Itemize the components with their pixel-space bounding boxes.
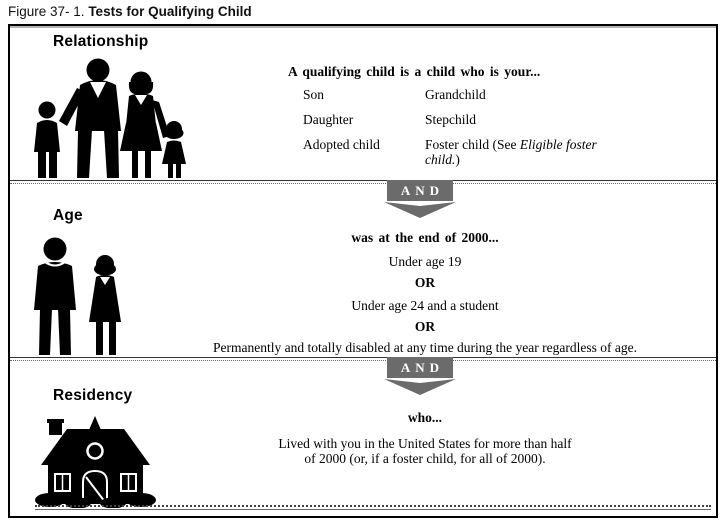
figure-title: [8, 4, 252, 19]
list-item: Adopted child: [303, 137, 380, 152]
and-connector: [384, 180, 456, 218]
age-option: Under age 19: [388, 254, 462, 269]
relationship-heading: Relationship: [53, 33, 149, 50]
relationship-list: [303, 87, 630, 167]
down-arrow-icon: [384, 202, 456, 218]
list-item: Stepchild: [425, 112, 476, 127]
and-label: AND: [387, 357, 453, 378]
foster-reference-italic: Eligible foster child.: [425, 137, 597, 167]
age-option: Under age 24 and a student: [351, 298, 499, 313]
ground-line: [35, 505, 711, 510]
list-item: Son: [303, 87, 325, 102]
section-divider: [10, 180, 716, 184]
or-separator: OR: [414, 319, 436, 334]
figure-box: [8, 24, 718, 518]
age-tests: [140, 230, 710, 360]
list-item: Daughter: [303, 112, 354, 127]
down-arrow-icon: [384, 379, 456, 395]
figure-title-text: Tests for Qualifying Child: [88, 4, 252, 19]
and-label: AND: [387, 180, 453, 201]
residency-rule-line2: of 2000 (or, if a foster child, for all of 2000).: [304, 451, 546, 466]
children-icon: [28, 232, 133, 357]
figure-label: Figure 37- 1.: [8, 4, 85, 19]
and-connector: [384, 357, 456, 395]
age-option: Permanently and totally disabled at any time during the year regardless of age.: [213, 340, 637, 355]
section-divider: [10, 357, 716, 361]
residency-intro: who...: [407, 410, 443, 425]
residency-heading: Residency: [53, 387, 133, 404]
relationship-intro: A qualifying child is a child who is your...: [288, 64, 541, 79]
age-heading: Age: [53, 207, 83, 224]
list-item: Grandchild: [425, 87, 486, 102]
or-separator: OR: [414, 275, 436, 290]
family-icon: [28, 55, 193, 180]
age-intro: was at the end of 2000...: [351, 230, 499, 245]
residency-rule-line1: Lived with you in the United States for more than half: [278, 436, 572, 451]
list-item-foster: Foster child (See Eligible foster child.): [425, 137, 597, 167]
